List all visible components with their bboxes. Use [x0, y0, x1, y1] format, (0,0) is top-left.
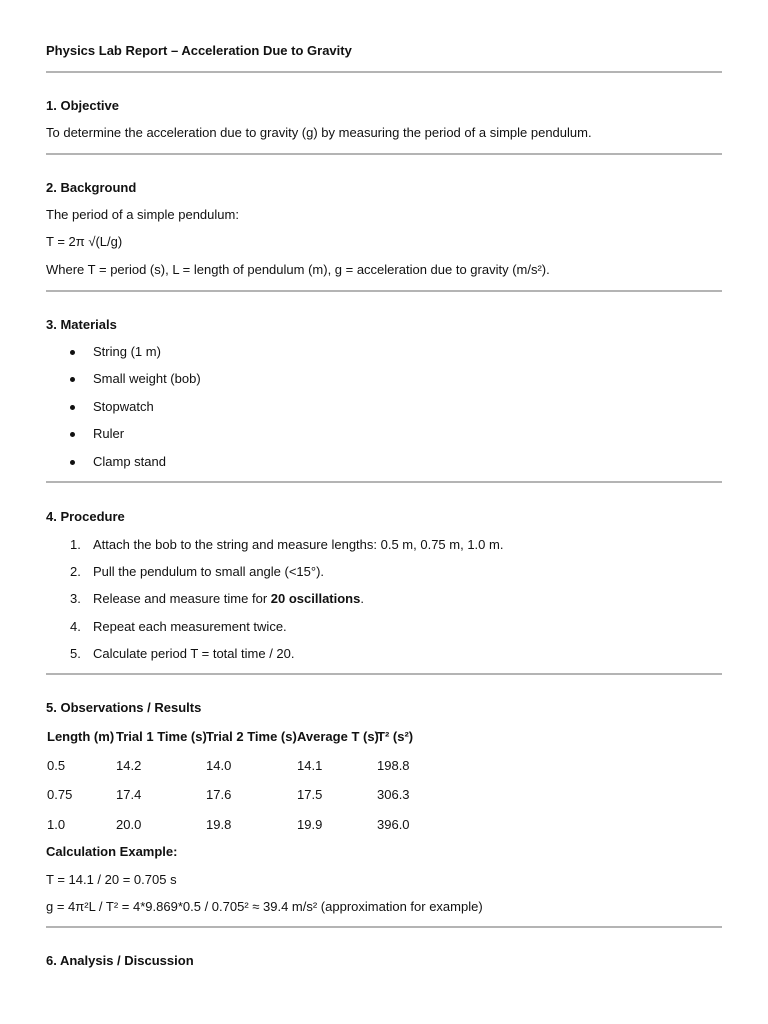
table-cell: 19.9	[297, 817, 323, 832]
table-cell: 396.0	[377, 817, 410, 832]
divider	[46, 926, 722, 928]
divider	[46, 71, 722, 73]
table-header: Trial 1 Time (s)	[116, 729, 207, 744]
divider	[46, 673, 722, 675]
bullet	[70, 350, 75, 355]
results-heading: 5. Observations / Results	[46, 700, 202, 715]
table-cell: 14.0	[206, 758, 232, 773]
table-header: Trial 2 Time (s)	[206, 729, 297, 744]
table-cell: 198.8	[377, 758, 410, 773]
objective-text: To determine the acceleration due to gravity (g) by measuring the period of a simple pendulum.	[46, 125, 592, 140]
calculation-line: T = 14.1 / 20 = 0.705 s	[46, 872, 177, 887]
calculation-heading: Calculation Example:	[46, 844, 178, 859]
bullet	[70, 432, 75, 437]
step-number: 4.	[70, 619, 81, 634]
material-item: Small weight (bob)	[93, 371, 201, 386]
step-number: 1.	[70, 537, 81, 552]
step-number: 5.	[70, 646, 81, 661]
material-item: String (1 m)	[93, 344, 161, 359]
material-item: Stopwatch	[93, 399, 154, 414]
step-text: Release and measure time for	[93, 591, 271, 606]
analysis-heading: 6. Analysis / Discussion	[46, 953, 194, 968]
table-cell: 17.4	[116, 787, 142, 802]
page-title: Physics Lab Report – Acceleration Due to Gravity	[46, 43, 352, 58]
background-intro: The period of a simple pendulum:	[46, 207, 239, 222]
pendulum-formula: T = 2π √(L/g)	[46, 234, 123, 249]
table-cell: 0.5	[47, 758, 66, 773]
objective-heading: 1. Objective	[46, 98, 119, 113]
procedure-step	[93, 591, 364, 607]
table-cell: 14.2	[116, 758, 142, 773]
table-cell: 1.0	[47, 817, 66, 832]
table-header: T² (s²)	[377, 729, 414, 744]
table-header: Length (m)	[47, 729, 115, 744]
table-cell: 0.75	[47, 787, 73, 802]
bullet	[70, 460, 75, 465]
table-cell: 17.6	[206, 787, 232, 802]
table-cell: 306.3	[377, 787, 410, 802]
divider	[46, 153, 722, 155]
step-emphasis: 20 oscillations	[270, 591, 361, 606]
procedure-step: Pull the pendulum to small angle (<15°).	[93, 564, 325, 579]
table-cell: 17.5	[297, 787, 323, 802]
step-text-end: .	[360, 591, 364, 606]
table-cell: 19.8	[206, 817, 232, 832]
divider	[46, 481, 722, 483]
table-header: Average T (s)	[297, 729, 379, 744]
bullet	[70, 377, 75, 382]
procedure-step: Attach the bob to the string and measure lengths: 0.5 m, 0.75 m, 1.0 m.	[93, 537, 504, 552]
step-number: 3.	[70, 591, 81, 606]
bullet	[70, 405, 75, 410]
table-cell: 14.1	[297, 758, 323, 773]
divider	[46, 290, 722, 292]
material-item: Clamp stand	[93, 454, 166, 469]
procedure-heading: 4. Procedure	[46, 509, 125, 524]
material-item: Ruler	[93, 426, 125, 441]
background-heading: 2. Background	[46, 180, 137, 195]
step-number: 2.	[70, 564, 81, 579]
calculation-line: g = 4π²L / T² = 4*9.869*0.5 / 0.705² ≈ 39.4 m/s² (approximation for example)	[46, 899, 483, 914]
procedure-step: Repeat each measurement twice.	[93, 619, 287, 634]
materials-heading: 3. Materials	[46, 317, 117, 332]
formula-variables: Where T = period (s), L = length of pendulum (m), g = acceleration due to gravity (m/s²).	[46, 262, 550, 277]
table-cell: 20.0	[116, 817, 142, 832]
procedure-step: Calculate period T = total time / 20.	[93, 646, 295, 661]
